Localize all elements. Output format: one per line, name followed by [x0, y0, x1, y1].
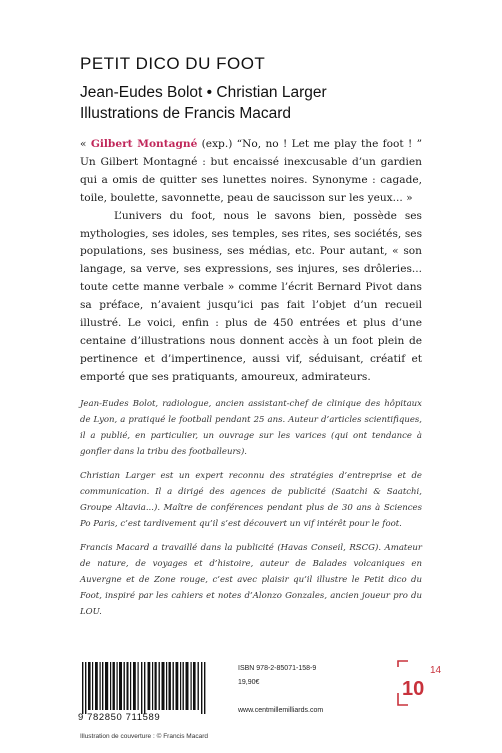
bio-bolot: Jean-Eudes Bolot, radiologue, ancien assistant-chef de clinique des hôpitaux de Lyon, a pratiqué le football pendant 25 ans. Auteur d’articles scientifiques, il a publié, en particulier, un ouvrage sur les varices (qui ont tendance à gonfler dans la tribu des footballeurs). [80, 399, 422, 457]
isbn: ISBN 978-2-85071-158-9 [238, 665, 317, 672]
bio-larger: Christian Larger est un expert reconnu des stratégies d’entreprise et de communication. Il a dirigé des agences de publicité (Saatchi & Saatchi, Groupe Altavia...). Maître de conférences pendant plus de 30 ans à Sciences Po Paris, c’est tardivement qu’il s’est découvert un vif intérêt pour le foot. [80, 471, 422, 529]
entry-definition: (exp.) “No, no ! Let me play the foot ! ” Un Gilbert Montagné : but encaissé inexcusable d’un gardien qui a omis de quitter ses lunettes noires. Synonyme : cagade, toile, boulette, savonnette, peau de saucisson sur les yeux... » [80, 138, 422, 204]
authors-line: Jean-Eudes Bolot • Christian Larger [80, 84, 327, 101]
publication-info [238, 662, 323, 718]
bio-macard: Francis Macard a travaillé dans la publicité (Havas Conseil, RSCG). Amateur de nature, de voyages et d’histoire, auteur de Balades volcaniques en Auvergne et de Zone rouge, c’est avec plaisir qu’il illustre le Petit dico du Foot, inspiré par les cahiers et notes d’Alonzo Gonzales, ancien joueur pro du LOU. [80, 543, 422, 617]
author-block [80, 82, 327, 124]
publisher-website: www.centmillemilliards.com [238, 707, 324, 714]
blurb-paragraph: L’univers du foot, nous le savons bien, possède ses mythologies, ses idoles, ses temples, ses rites, ses sociétés, ses populations, ses business, ses médias, etc. Pour autant, « son langage, sa verve, ses expressions, ses injures, ses drôleries... toute cette manne verbale » comme l’écrit Bernard Pivot dans sa préface, n’avaient jusqu’ici pas fait l’objet d’un recueil illustré. Le voici, enfin : plus de 450 entrées et plus d’une centaine d’illustrations nous donnent accès à un foot plein de pertinence et d’impertinence, aussi vif, séduisant, créatif et emporté que ses pratiquants, amoureux, admirateurs. [80, 209, 422, 383]
logo-small-number: 14 [430, 665, 442, 676]
publisher-logo-icon [396, 659, 446, 709]
illustrator-line: Illustrations de Francis Macard [80, 105, 292, 122]
barcode-icon [80, 662, 210, 714]
author-bios [80, 396, 422, 628]
logo-big-number: 10 [402, 678, 425, 700]
entry-headword: Gilbert Montagné [90, 138, 198, 150]
dictionary-entry-excerpt [80, 136, 422, 208]
cover-credit: Illustration de couverture : © Francis Macard [80, 733, 208, 740]
open-quote: « [80, 138, 91, 150]
blurb [80, 136, 422, 387]
book-title: PETIT DICO DU FOOT [80, 54, 266, 73]
price: 19,90€ [238, 679, 260, 686]
barcode-digits: 9 782850 711589 [78, 712, 161, 723]
